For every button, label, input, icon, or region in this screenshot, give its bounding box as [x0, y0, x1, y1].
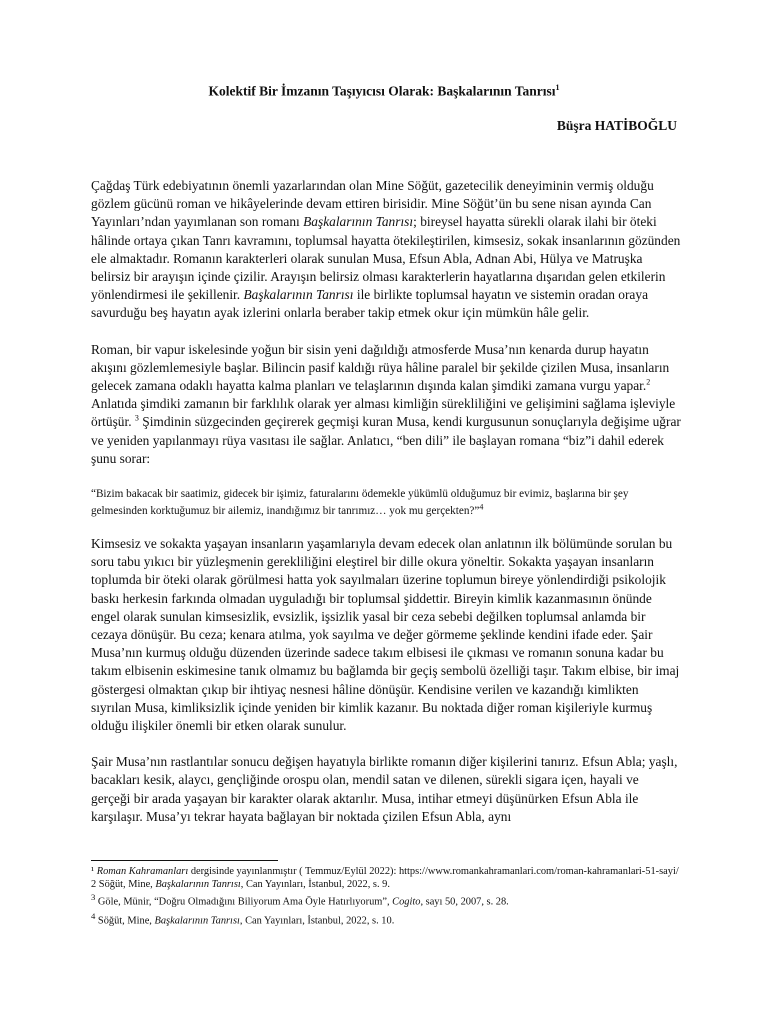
quote-text: “Bizim bakacak bir saatimiz, gidecek bir işimiz, faturalarını ödemekle yükümlü olduğumuz bir evimiz, başlarına bir şey gelmesinden korktuğumuz bir ailemiz, inandığımız bir tanrımız… yok mu gerçekten?”: [91, 488, 629, 517]
paragraph-2: [91, 341, 681, 468]
footnote-ref-3: 3: [134, 413, 139, 423]
footnote-2: [91, 879, 691, 892]
footnote-divider: [91, 860, 278, 861]
footnote-text: Söğüt, Mine,: [96, 878, 156, 890]
title-footnote-ref: 1: [555, 83, 560, 92]
paragraph-text: Şair Musa’nın rastlantılar sonucu değişen hayatıyla birlikte romanın diğer kişilerini tanırız. Efsun Abla; yaşlı, bacakları kesik, alaycı, gençliğinde orospu olan, mendil satan ve dilenen, sürekli sigara içen, hayali ve gerçeği bir arada yaşayan bir karakter olarak aktarılır. Musa, intihar etmeyi düşünürken Efsun Abla ile karşılaşır. Musa’yı tekrar hayata bağlayan bir noktada çizilen Efsun Abla, aynı: [91, 754, 678, 824]
paragraph-text: Kimsesiz ve sokakta yaşayan insanların yaşamlarıyla devam edecek olan anlatının ilk bölümünde sorulan bu soru tabu yıkıcı bir yüzleşmenin gerekliliğini eleştirel bir dille okura yöneltir. Sokakta yaşayan insanların toplumda bir öteki olarak görülmesi hatta yok sayılmaları üzerine toplumun bireye yönlendirdiği psikolojik baskı herkesin farkında olmadan uyguladığı bir toplumsal şiddettir. Bireyin kimlik kazanmasının önünde engel olarak sunulan kimsesizlik, evsizlik, işsizlik yasal bir ceza sebebi değilken toplumsal anlamda bir cezaya dönüşür. Bu ceza; kenara atılma, yok sayılma ve değer görmeme şeklinde kendini ifade eder. Şair Musa’nın kurmuş olduğu düzenden üzerinde sadece takım elbisesi ile çıkması ve romanın sonuna kadar bu takım elbisenin eskimesine tanık olmamız bu bağlamda bir geçiş sembolü özelliği taşır. Takım elbise, bir imaj göstergesi olmaktan çıkıp bir ihtiyaç nesnesi hâline dönüşür. Kendisine verilen ve kazandığı kimlikten sıyrılan Musa, kimliksizlik içinde yeniden bir kimlik kazanır. Bu noktada diğer roman kişileriyle kurmuş olduğu ilişkiler önemli bir etken olarak sunulur.: [91, 536, 680, 734]
footnote-number: 2: [91, 878, 97, 890]
paragraph-3: [91, 535, 681, 735]
block-quote: [91, 486, 681, 519]
footnote-text: Göle, Münir, “Doğru Olmadığını Biliyorum Ama Öyle Hatırlıyorum”,: [95, 896, 393, 908]
footnotes: [91, 866, 691, 928]
paragraph-1: [91, 177, 681, 323]
paragraph-text: Roman, bir vapur iskelesinde yoğun bir sisin yeni dağıldığı atmosferde Musa’nın kenarda durup hayatın akışını gözlemlemesiyle başlar. Bilincin pasif kaldığı rüya hâline paralel bir şekilde çizilen Musa, insanların gelecek zamana odaklı hayatta kalma planları ve telaşlarının dışında kalan şimdiki zamana vurgu yapar.: [91, 341, 670, 394]
footnote-text: Söğüt, Mine,: [95, 915, 155, 927]
paragraph-4: [91, 753, 681, 826]
footnote-number: 3: [91, 892, 96, 903]
footnote-italic: Cogito: [392, 896, 421, 908]
footnote-3: [91, 891, 691, 909]
footnote-text: , Can Yayınları, İstanbul, 2022, s. 9.: [240, 878, 390, 890]
article-body: [91, 177, 681, 844]
footnote-number: 4: [91, 910, 96, 921]
title-text: Kolektif Bir İmzanın Taşıyıcısı Olarak: Başkalarının Tanrısı: [208, 83, 556, 99]
book-title: Başkalarının Tanrısı: [303, 214, 414, 230]
paragraph-text: Şimdinin süzgecinden geçirerek geçmişi kuran Musa, kendi kurgusunun sonuçlarıyla değişime uğrar ve yeniden yapılanmayı rüya vasıtası ile sağlar. Anlatıcı, “ben dili” ile başlayan romana “biz”i dahil ederek şunu sorar:: [91, 414, 681, 466]
footnote-number: ¹: [91, 866, 95, 877]
paragraph-text: Çağdaş Türk edebiyatının önemli yazarlarından olan Mine Söğüt, gazetecilik deneyiminin vermiş olduğu gözlem gücünü roman ve hikâyelerinde devam ettiren birisidir. Mine Söğüt’ün bu sene nisan ayında Can Yayınları’ndan yayımlanan son romanı: [91, 178, 654, 230]
paragraph-text: ile birlikte toplumsal hayatın ve sistemin oradan oraya savurduğu beş hayatın ayak izlerini onlarla beraber takip etmek okur için mümkün hâle gelir.: [91, 287, 649, 321]
footnote-4: [91, 910, 691, 928]
footnote-italic: Başkalarının Tanrısı: [155, 878, 241, 890]
document-title: [0, 83, 768, 100]
footnote-text: dergisinde yayınlanmıştır ( Temmuz/Eylül 2022): https://www.romankahramanlari.com/roman-kahramanlari-51-sayi/: [188, 866, 679, 877]
footnote-1: [91, 866, 691, 879]
footnote-text: , sayı 50, 2007, s. 28.: [420, 896, 509, 908]
book-title: Başkalarının Tanrısı: [243, 287, 354, 303]
footnote-ref-2: 2: [646, 377, 651, 387]
footnote-ref-4: 4: [479, 501, 484, 511]
paragraph-text: Anlatıda şimdiki zamanın bir farklılık olarak yer alması kimliğin sürekliliğini ve gelişimini sağlama işleviyle örtüşür.: [91, 396, 676, 430]
footnote-italic: Başkalarının Tanrısı: [154, 915, 240, 927]
footnote-italic: Roman Kahramanları: [96, 866, 189, 877]
paragraph-text: ; bireysel hayatta sürekli olarak ilahi bir öteki hâlinde ortaya çıkan Tanrı kavramını, toplumsal hayatta ötekileştirilen, kimsesiz, sokak insanlarının gözünden ele almaktadır. Romanın karakterleri olarak sunulan Musa, Efsun Abla, Adnan Abi, Hülya ve Matruşka belirsiz bir arayışın içinde çizilir. Arayışın belirsiz olması karakterlerin hayatlarına dışarıdan gelen etkilerin yönlendirmesi ile şekillenir.: [91, 214, 681, 303]
author-name: Büşra HATİBOĞLU: [556, 118, 677, 133]
footnote-text: , Can Yayınları, İstanbul, 2022, s. 10.: [239, 915, 395, 927]
